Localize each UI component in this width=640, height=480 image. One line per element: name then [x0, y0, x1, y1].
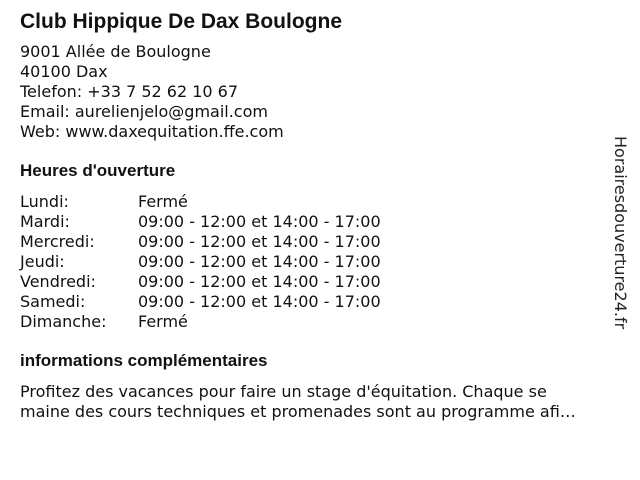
info-line-2: maine des cours techniques et promenades sont au programme afi… [20, 402, 576, 421]
address-line-2: 40100 Dax [20, 62, 108, 81]
hours-day: Mardi: [20, 212, 70, 231]
hours-row-sunday [20, 312, 600, 332]
hours-value: 09:00 - 12:00 et 14:00 - 17:00 [138, 252, 381, 271]
address-line-1: 9001 Allée de Boulogne [20, 42, 211, 61]
info-description [20, 382, 625, 422]
hours-row-friday [20, 272, 600, 292]
phone-line: Telefon: +33 7 52 62 10 67 [20, 82, 239, 101]
hours-value: 09:00 - 12:00 et 14:00 - 17:00 [138, 232, 381, 251]
hours-table [20, 192, 600, 332]
hours-row-monday [20, 192, 600, 212]
hours-row-wednesday [20, 232, 600, 252]
site-watermark: Horairesdouverture24.fr [611, 136, 630, 330]
hours-value: 09:00 - 12:00 et 14:00 - 17:00 [138, 272, 381, 291]
hours-value: 09:00 - 12:00 et 14:00 - 17:00 [138, 212, 381, 231]
hours-day: Vendredi: [20, 272, 96, 291]
hours-day: Lundi: [20, 192, 69, 211]
business-card [20, 8, 600, 422]
web-line: Web: www.daxequitation.ffe.com [20, 122, 284, 141]
hours-row-thursday [20, 252, 600, 272]
hours-value: Fermé [138, 312, 188, 331]
hours-day: Jeudi: [20, 252, 65, 271]
hours-row-tuesday [20, 212, 600, 232]
hours-day: Mercredi: [20, 232, 95, 251]
hours-title: Heures d'ouverture [20, 161, 176, 180]
email-line: Email: aurelienjelo@gmail.com [20, 102, 268, 121]
hours-day: Samedi: [20, 292, 86, 311]
business-name: Club Hippique De Dax Boulogne [20, 10, 343, 33]
hours-value: Fermé [138, 192, 188, 211]
hours-value: 09:00 - 12:00 et 14:00 - 17:00 [138, 292, 381, 311]
hours-day: Dimanche: [20, 312, 107, 331]
info-title: informations complémentaires [20, 351, 268, 370]
contact-block [20, 42, 600, 142]
info-line-1: Profitez des vacances pour faire un stage d'équitation. Chaque se [20, 382, 547, 401]
hours-row-saturday [20, 292, 600, 312]
